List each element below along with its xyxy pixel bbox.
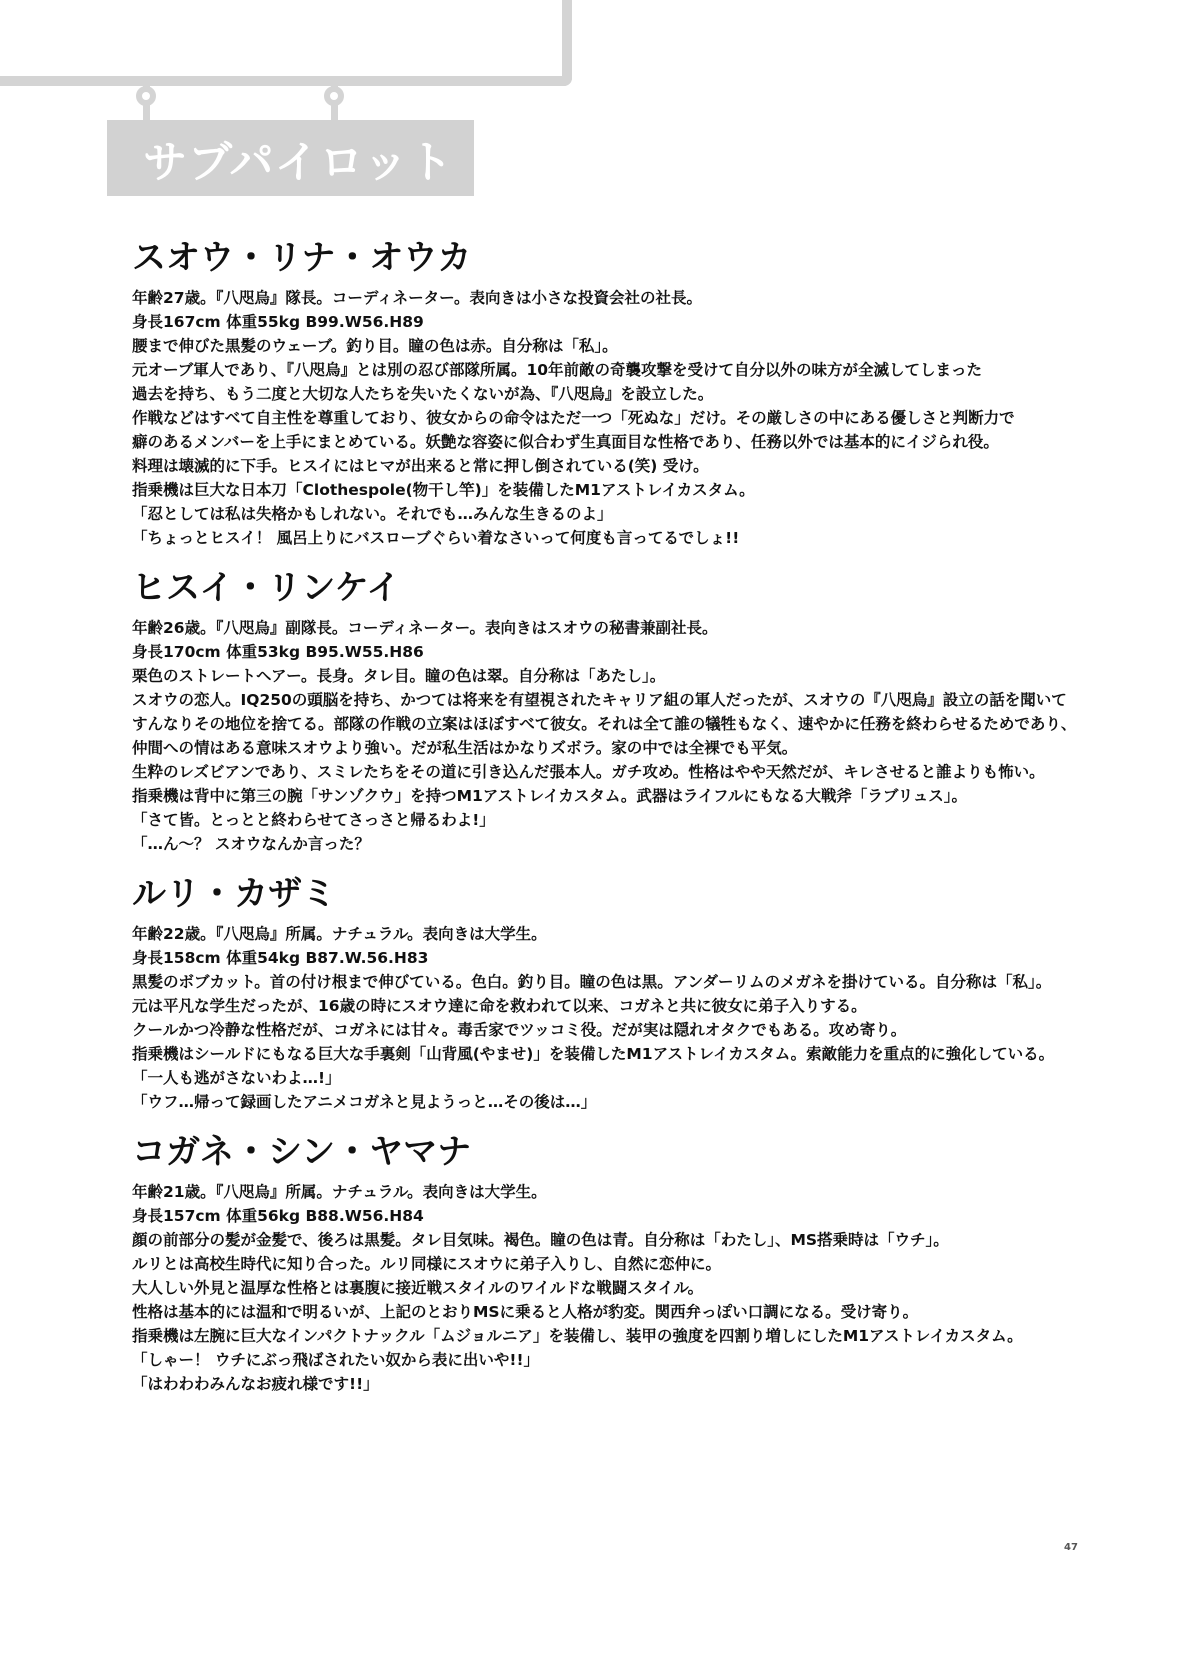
character-line: 料理は壊滅的に下手。ヒスイにはヒマが出来ると常に押し倒されている(笑) 受け。 (132, 457, 709, 475)
character-line: 元は平凡な学生だったが、16歳の時にスオウ達に命を救われて以来、コガネと共に彼女に弟子入りする。 (132, 997, 867, 1015)
hanger-ring-right (324, 86, 344, 106)
character-name: ヒスイ・リンケイ (132, 568, 401, 608)
hanger-ring-left (136, 86, 156, 106)
character-line: 年齢26歳。『八咫烏』副隊長。コーディネーター。表向きはスオウの秘書兼副社長。 (132, 619, 718, 637)
character-line: クールかつ冷静な性格だが、コガネには甘々。毒舌家でツッコミ役。だが実は隠れオタクでもある。攻め寄り。 (132, 1021, 907, 1039)
section-title: サブパイロット (143, 137, 454, 188)
character-name: スオウ・リナ・オウカ (132, 238, 472, 278)
section-banner (107, 120, 474, 196)
character-quote: 「さて皆。とっとと終わらせてさっさと帰るわよ!」 (132, 811, 495, 829)
character-entry (132, 568, 1092, 856)
character-line: 身長170cm 体重53kg B95.W55.H86 (132, 643, 424, 661)
character-line: 年齢22歳。『八咫烏』所属。ナチュラル。表向きは大学生。 (132, 925, 547, 943)
character-line: 身長158cm 体重54kg B87.W.56.H83 (132, 949, 429, 967)
character-line: 生粋のレズビアンであり、スミレたちをその道に引き込んだ張本人。ガチ攻め。性格はやや天然だが、キレさせると誰よりも怖い。 (132, 763, 1045, 781)
character-line: 顔の前部分の髪が金髪で、後ろは黒髪。タレ目気味。褐色。瞳の色は青。自分称は「わたし」、MS搭乗時は「ウチ」。 (132, 1231, 949, 1249)
character-line: すんなりその地位を捨てる。部隊の作戦の立案はほぼすべて彼女。それは全て誰の犠牲もなく、速やかに任務を終わらせるためであり、 (132, 715, 1077, 733)
character-line: ルリとは高校生時代に知り合った。ルリ同様にスオウに弟子入りし、自然に恋仲に。 (132, 1255, 722, 1273)
character-line: スオウの恋人。IQ250の頭脳を持ち、かつては将来を有望視されたキャリア組の軍人だったが、スオウの『八咫烏』設立の話を聞いて (132, 691, 1067, 709)
character-line: 年齢27歳。『八咫烏』隊長。コーディネーター。表向きは小さな投資会社の社長。 (132, 289, 702, 307)
character-name: コガネ・シン・ヤマナ (132, 1132, 472, 1172)
character-entry (132, 238, 1092, 550)
character-entry (132, 1132, 1092, 1396)
character-line: 身長157cm 体重56kg B88.W56.H84 (132, 1207, 424, 1225)
character-line: 身長167cm 体重55kg B99.W56.H89 (132, 313, 424, 331)
character-quote: 「はわわわみんなお疲れ様です!!」 (132, 1375, 379, 1393)
frame-top-line (0, 76, 572, 86)
character-line: 指乗機はシールドにもなる巨大な手裏剣「山背風(やませ)」を装備したM1アストレイカスタム。索敵能力を重点的に強化している。 (132, 1045, 1055, 1063)
character-line: 作戦などはすべて自主性を尊重しており、彼女からの命令はただ一つ「死ぬな」だけ。その厳しさの中にある優しさと判断力で (132, 409, 1015, 427)
character-line: 大人しい外見と温厚な性格とは裏腹に接近戦スタイルのワイルドな戦闘スタイル。 (132, 1279, 704, 1297)
character-line: 栗色のストレートヘアー。長身。タレ目。瞳の色は翠。自分称は「あたし」。 (132, 667, 666, 685)
character-quote: 「…ん～？ スオウなんか言った？ (132, 835, 370, 853)
frame-corner-line (562, 0, 572, 86)
character-line: 指乗機は背中に第三の腕「サンゾクウ」を持つM1アストレイカスタム。武器はライフルにもなる大戦斧「ラブリュス」。 (132, 787, 968, 805)
character-line: 仲間への情はある意味スオウより強い。だが私生活はかなりズボラ。家の中では全裸でも平気。 (132, 739, 798, 757)
character-quote: 「一人も逃がさないわよ…!」 (132, 1069, 341, 1087)
character-quote: 「ウフ…帰って録画したアニメコガネと見ようっと…その後は…」 (132, 1093, 597, 1111)
character-entry (132, 874, 1092, 1114)
character-line: 性格は基本的には温和で明るいが、上記のとおりMSに乗ると人格が豹変。関西弁っぽい口調になる。受け寄り。 (132, 1303, 919, 1321)
character-line: 過去を持ち、もう二度と大切な人たちを失いたくないが為、『八咫烏』を設立した。 (132, 385, 714, 403)
character-line: 黒髪のボブカット。首の付け根まで伸びている。色白。釣り目。瞳の色は黒。アンダーリムのメガネを掛けている。自分称は「私」。 (132, 973, 1052, 991)
character-list (132, 238, 1092, 1414)
character-line: 元オーブ軍人であり、『八咫烏』とは別の忍び部隊所属。10年前敵の奇襲攻撃を受けて自分以外の味方が全滅してしまった (132, 361, 983, 379)
page-number: 47 (1064, 1542, 1078, 1553)
character-line: 腰まで伸びた黒髪のウェーブ。釣り目。瞳の色は赤。自分称は「私」。 (132, 337, 618, 355)
character-quote: 「しゃー！ ウチにぶっ飛ばされたい奴から表に出いや!!」 (132, 1351, 540, 1369)
character-quote: 「ちょっとヒスイ！ 風呂上りにバスローブぐらい着なさいって何度も言ってるでしょ!! (132, 529, 740, 547)
character-quote: 「忍としては私は失格かもしれない。それでも…みんな生きるのよ」 (132, 505, 613, 523)
character-line: 年齢21歳。『八咫烏』所属。ナチュラル。表向きは大学生。 (132, 1183, 547, 1201)
character-line: 指乗機は巨大な日本刀「Clothespole(物干し竿)」を装備したM1アストレイカスタム。 (132, 481, 755, 499)
character-line: 指乗機は左腕に巨大なインパクトナックル「ムジョルニア」を装備し、装甲の強度を四割り増しにしたM1アストレイカスタム。 (132, 1327, 1023, 1345)
character-line: 癖のあるメンバーを上手にまとめている。妖艶な容姿に似合わず生真面目な性格であり、任務以外では基本的にイジられ役。 (132, 433, 999, 451)
character-name: ルリ・カザミ (132, 874, 336, 914)
